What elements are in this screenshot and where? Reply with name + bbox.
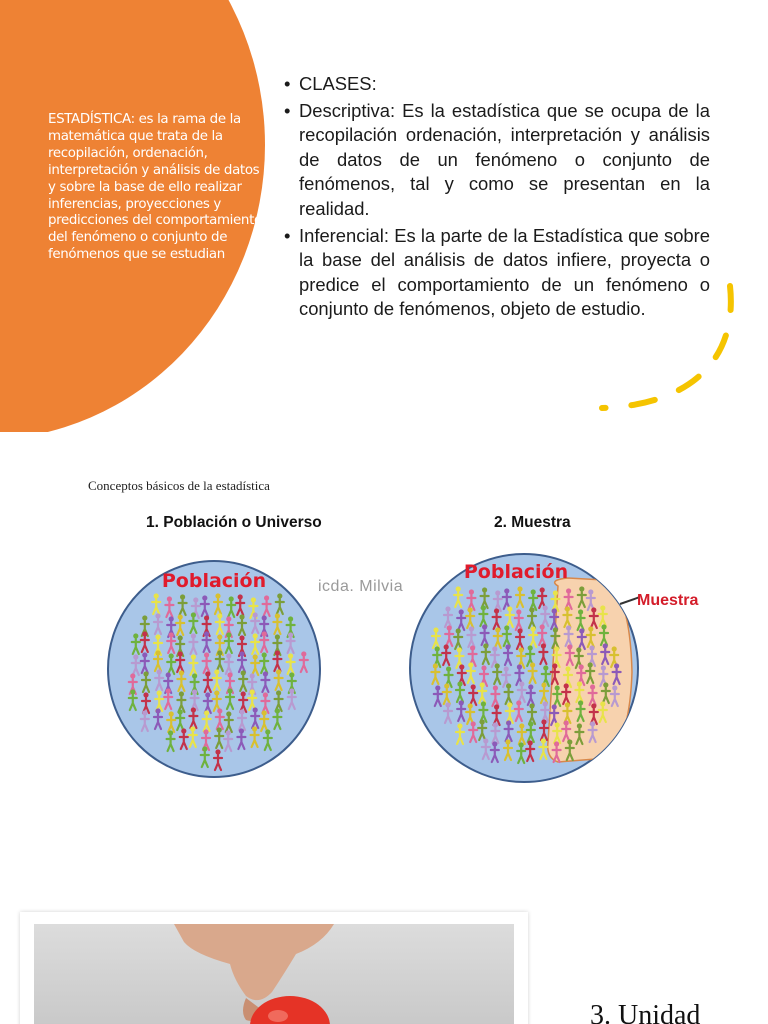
bullet-descriptiva-text: Descriptiva: Es la estadística que se ocupa de la recopilación ordenación, interpretación y análisis de datos de un fenómeno o conjunto de fenómenos, tal y como se presentan en la realidad. <box>299 99 710 219</box>
poblacion-label-2: Población <box>463 561 569 583</box>
bullet-marker: • <box>284 224 291 246</box>
photo-card <box>20 912 528 1024</box>
bullet-clases <box>284 72 710 97</box>
watermark-text: icda. Milvia <box>318 578 404 595</box>
poblacion-heading: 1. Población o Universo <box>146 514 322 531</box>
definition-text: ESTADÍSTICA: es la rama de la matemática que trata de la recopilación, ordenación, interpretación y análisis de datos y sobre la base de ello realizar inferencias, proyecciones y predicciones del comportamiento del fenómeno o conjunto de fenómenos que se estudian <box>48 112 262 263</box>
bullet-descriptiva <box>284 99 710 222</box>
muestra-label: Muestra <box>637 592 699 609</box>
bullet-clases-text: CLASES: <box>299 73 377 94</box>
bullet-marker: • <box>284 99 291 121</box>
unidad-heading: 3. Unidad <box>590 1000 701 1024</box>
bullet-inferencial-text: Inferencial: Es la parte de la Estadística que sobre la base del análisis de datos infiere, proyecta o predice el comportamiento de un fenómeno o conjunto de fenómenos, objeto de estudio. <box>299 224 710 320</box>
decorative-dashed-arc <box>590 280 750 430</box>
concepts-title: Conceptos básicos de la estadística <box>88 478 270 493</box>
hand-holding-ball-image <box>34 924 514 1024</box>
poblacion-label: Población <box>161 570 267 592</box>
poblacion-illustration <box>106 559 322 779</box>
muestra-illustration <box>408 552 640 784</box>
bullet-marker: • <box>284 73 291 94</box>
hand-photo <box>34 924 514 1024</box>
slide <box>0 0 768 432</box>
muestra-heading: 2. Muestra <box>494 514 571 531</box>
